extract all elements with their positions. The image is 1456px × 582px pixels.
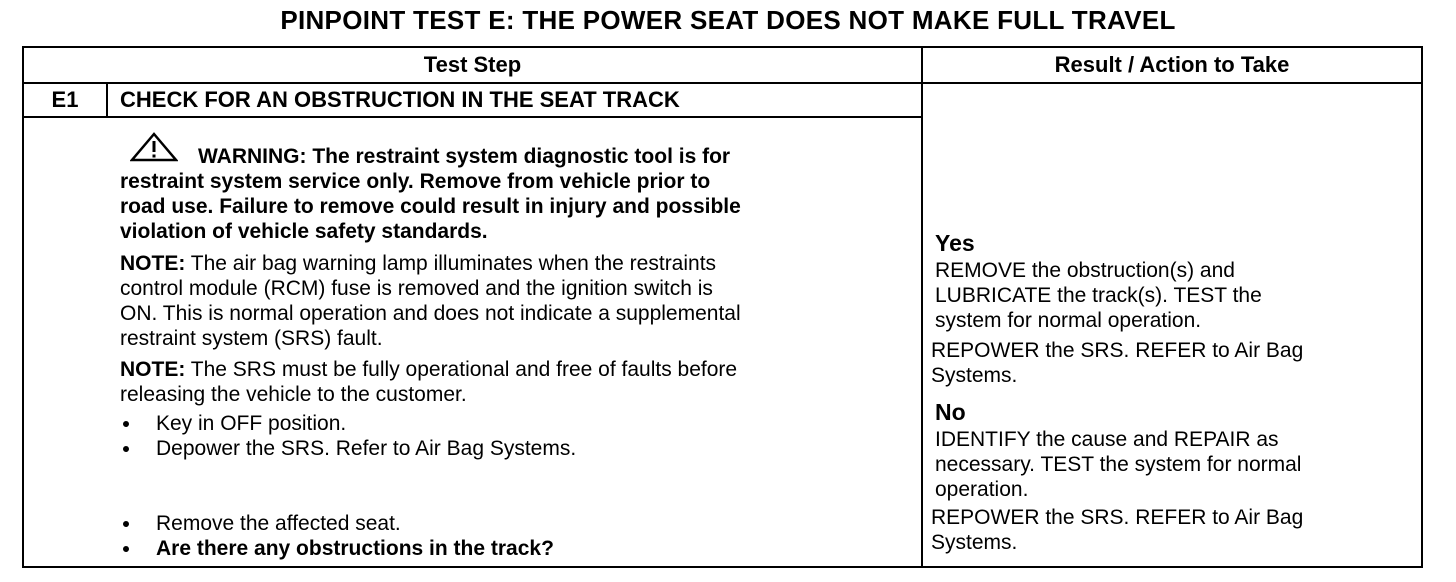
result-line: Systems.	[931, 531, 1018, 554]
result-yes-label: Yes	[935, 230, 975, 256]
result-line: Systems.	[931, 364, 1018, 387]
result-line: REPOWER the SRS. REFER to Air Bag	[931, 506, 1304, 529]
note-line: The SRS must be fully operational and free of faults before	[185, 358, 738, 381]
header-test-step: Test Step	[423, 52, 522, 77]
warning-line: WARNING: The restraint system diagnostic tool is for	[198, 145, 731, 168]
note-label: NOTE:	[120, 358, 186, 381]
note-line: restraint system (SRS) fault.	[120, 327, 383, 350]
step-bullets-bottom	[120, 511, 900, 561]
header-result-action: Result / Action to Take	[1054, 52, 1290, 77]
step-title-divider	[24, 116, 923, 118]
result-line: system for normal operation.	[935, 309, 1202, 332]
result-line: REMOVE the obstruction(s) and	[935, 259, 1235, 282]
bullet-question: Are there any obstructions in the track?	[120, 536, 900, 561]
note-2	[120, 357, 890, 407]
warning-line: road use. Failure to remove could result in injury and possible	[120, 195, 741, 218]
note-1	[120, 251, 890, 351]
note-line: ON. This is normal operation and does not indicate a supplemental	[120, 302, 741, 325]
step-title: CHECK FOR AN OBSTRUCTION IN THE SEAT TRACK	[120, 87, 680, 112]
step-bullets-top	[120, 411, 900, 461]
header-divider	[24, 82, 1421, 84]
note-line: control module (RCM) fuse is removed and the ignition switch is	[120, 277, 713, 300]
result-line: REPOWER the SRS. REFER to Air Bag	[931, 339, 1304, 362]
result-line: necessary. TEST the system for normal	[935, 453, 1302, 476]
result-no-repower	[931, 505, 1415, 555]
warning-line: restraint system service only. Remove from vehicle prior to	[120, 170, 711, 193]
pinpoint-test-table	[22, 46, 1423, 568]
bullet-item: Key in OFF position.	[120, 411, 900, 436]
step-id: E1	[51, 87, 79, 112]
bullet-item: Depower the SRS. Refer to Air Bag Systems.	[120, 436, 900, 461]
result-line: IDENTIFY the cause and REPAIR as	[935, 428, 1279, 451]
note-line: releasing the vehicle to the customer.	[120, 383, 467, 406]
warning-text	[120, 144, 880, 244]
page-title: PINPOINT TEST E: THE POWER SEAT DOES NOT MAKE FULL TRAVEL	[280, 5, 1176, 35]
warning-line: violation of vehicle safety standards.	[120, 220, 488, 243]
result-yes-text	[935, 258, 1415, 333]
result-no-label: No	[935, 399, 966, 425]
bullet-item: Remove the affected seat.	[120, 511, 900, 536]
result-no-text	[935, 427, 1415, 502]
result-line: operation.	[935, 478, 1029, 501]
result-yes-repower	[931, 338, 1415, 388]
note-label: NOTE:	[120, 252, 186, 275]
column-divider	[921, 48, 923, 566]
result-line: LUBRICATE the track(s). TEST the	[935, 284, 1262, 307]
note-line: The air bag warning lamp illuminates when the restraints	[185, 252, 717, 275]
step-id-divider	[106, 82, 108, 118]
